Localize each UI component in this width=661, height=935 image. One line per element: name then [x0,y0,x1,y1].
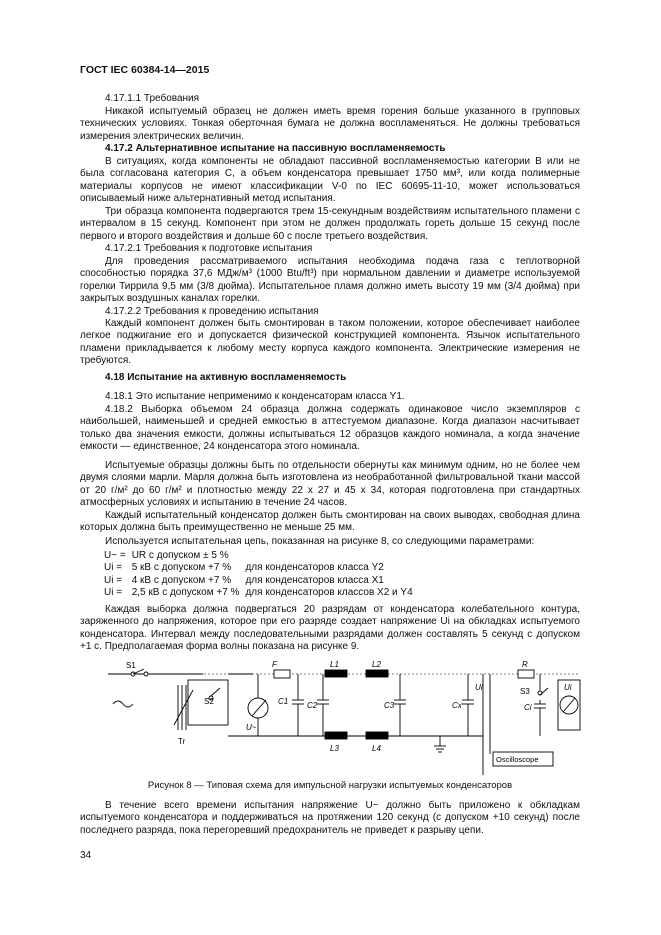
paragraph: Используется испытательная цепь, показанная на рисунке 8, со следующими параметрами: [105,536,535,547]
param-symbol: Ui = [104,574,123,586]
label-u: U~ [246,723,257,732]
label-tr: Tr [178,737,186,746]
param-value: 5 кВ с допуском +7 % [131,562,232,574]
label-f: F [272,660,277,669]
paragraph: Каждый компонент должен быть смонтирован в таком положении, которое обеспечивает наиболее легкое поджигание его и допускается физической конструкцией компонента. Язычок испытательного пламени прикладывается к любому месту корпуса каждого компонента. Электрические измерения не требуются. [80,318,580,367]
label-s3: S3 [520,687,530,696]
param-symbol: Ui = [104,562,123,574]
param-symbol: U~ = [104,550,126,561]
section-4-17-1-1-heading: 4.17.1.1 Требования [105,93,200,104]
label-ui-source: Ui [564,683,572,692]
section-4-17-2-2-heading: 4.17.2.2 Требования к проведению испытания [105,306,319,317]
circuit-diagram [78,660,588,775]
param-note: для конденсаторов классов X2 и Y4 [245,587,413,599]
label-l2: L2 [372,660,381,669]
parameter-row [104,575,419,587]
paragraph: Никакой испытуемый образец не должен иметь время горения больше указанного в групповых технических условиях. Тонкая оберточная бумага не должна воспламеняться. Не должны требоваться измерения электрических величин. [80,106,580,142]
paragraph: Испытуемые образцы должны быть по отдельности обернуты как минимум одним, но не более чем двумя слоями марли. Марля должна быть изготовлена из необработанной фильтровальной ткани массой от 20 г/м² до 60 г/м² и плотностью между 22 х 27 и 45 х 34, которая подготовлена при стандартных атмосферных условиях и испытанию в течение 24 часов. [80,460,580,509]
parameter-row [104,562,419,574]
label-oscilloscope: Oscilloscope [496,755,539,764]
section-4-17-2-1-heading: 4.17.2.1 Требования к подготовке испытания [105,243,313,254]
paragraph: Три образца компонента подвергаются трем 15-секундным воздействиям испытательного пламени с интервалом в 15 секунд. Компонент при этом не должен продолжать гореть дольше 15 секунд после первого и второго воздействия и дольше 60 с после третьего воздействия. [80,206,580,242]
label-ci: Ci [524,703,532,712]
param-value: 4 кВ с допуском +7 % [131,574,232,586]
label-l4: L4 [372,744,381,753]
parameter-row [104,587,419,599]
label-s2: S2 [204,697,214,706]
param-value: UR с допуском ± 5 % [131,550,229,561]
label-c2: C2 [307,701,318,710]
section-4-18-heading: 4.18 Испытание на активную воспламеняемость [105,372,347,383]
label-l3: L3 [330,744,339,753]
section-4-17-2-heading: 4.17.2 Альтернативное испытание на пассивную воспламеняемость [105,143,446,154]
paragraph: В течение всего времени испытания напряжение U~ должно быть приложено к обкладкам испытуемого конденсатора и поддерживаться на протяжении 120 секунд (с допуском +10 секунд) после последнего разряда, пока перегоревший предохранитель не приведет к разрыву цепи. [80,800,580,836]
label-c1: C1 [278,697,289,706]
parameters-table [104,550,419,600]
page-number: 34 [80,850,92,861]
paragraph: Для проведения рассматриваемого испытания необходима подача газа с теплотворной способностью порядка 37,6 МДж/м³ (1000 Btu/ft³) при нормальном давлении и диаметре используемой горелки Тиррила 9,5 мм (3/8 дюйма). Испытательное пламя должно иметь высоту 19 мм (3/4 дюйма) при закрытых воздушных каналах горелки. [80,256,580,305]
param-note: для конденсаторов класса X1 [245,574,384,586]
paragraph: Каждая выборка должна подвергаться 20 разрядам от конденсатора колебательного контура, заряженного до напряжения, которое при его разряде создает напряжение Ui на обкладках испытуемого конденсатора. Интервал между последовательными разрядами должен составлять 5 секунд с допуском +1 с. Предполагаемая форма волны показана на рисунке 9. [80,604,580,653]
label-cx: Cx [452,701,462,710]
paragraph: В ситуациях, когда компоненты не обладают пассивной воспламеняемостью категории В или не была согласована категория С, а объем конденсатора превышает 1750 мм³, или когда полимерные материалы корпусов не имеют классификации V-0 по IEC 60695-11-10, может использоваться описываемый ниже альтернативный метод испытания. [80,156,580,205]
label-ui: Ui [475,683,483,692]
label-c3: C3 [384,701,395,710]
label-r: R [522,660,528,669]
param-value: 2,5 кВ с допуском +7 % [131,587,240,599]
param-symbol: Ui = [104,587,123,599]
paragraph: 4.18.2 Выборка объемом 24 образца должна содержать одинаковое число экземпляров с наибольшей, наименьшей и средней емкостью в аттестуемом диапазоне. Когда диапазон насчитывает только два значения емкости, должны испытываться 12 образцов каждого номинала, а когда значение емкости — единственное, 24 конденсатора этого номинала. [80,404,580,453]
figure-caption: Рисунок 8 — Типовая схема для импульсной нагрузки испытуемых конденсаторов [147,780,513,791]
param-note: для конденсаторов класса Y2 [245,562,384,574]
document-header: ГОСТ IEC 60384-14—2015 [80,64,210,76]
param-note [245,550,418,562]
paragraph: 4.18.1 Это испытание неприменимо к конденсаторам класса Y1. [105,391,405,402]
paragraph: Каждый испытательный конденсатор должен быть смонтирован на своих выводах, свободная длина которых должна быть преимущественно не меньше 25 мм. [80,510,580,534]
label-s1: S1 [126,661,136,670]
parameter-row [104,550,419,562]
label-l1: L1 [330,660,339,669]
